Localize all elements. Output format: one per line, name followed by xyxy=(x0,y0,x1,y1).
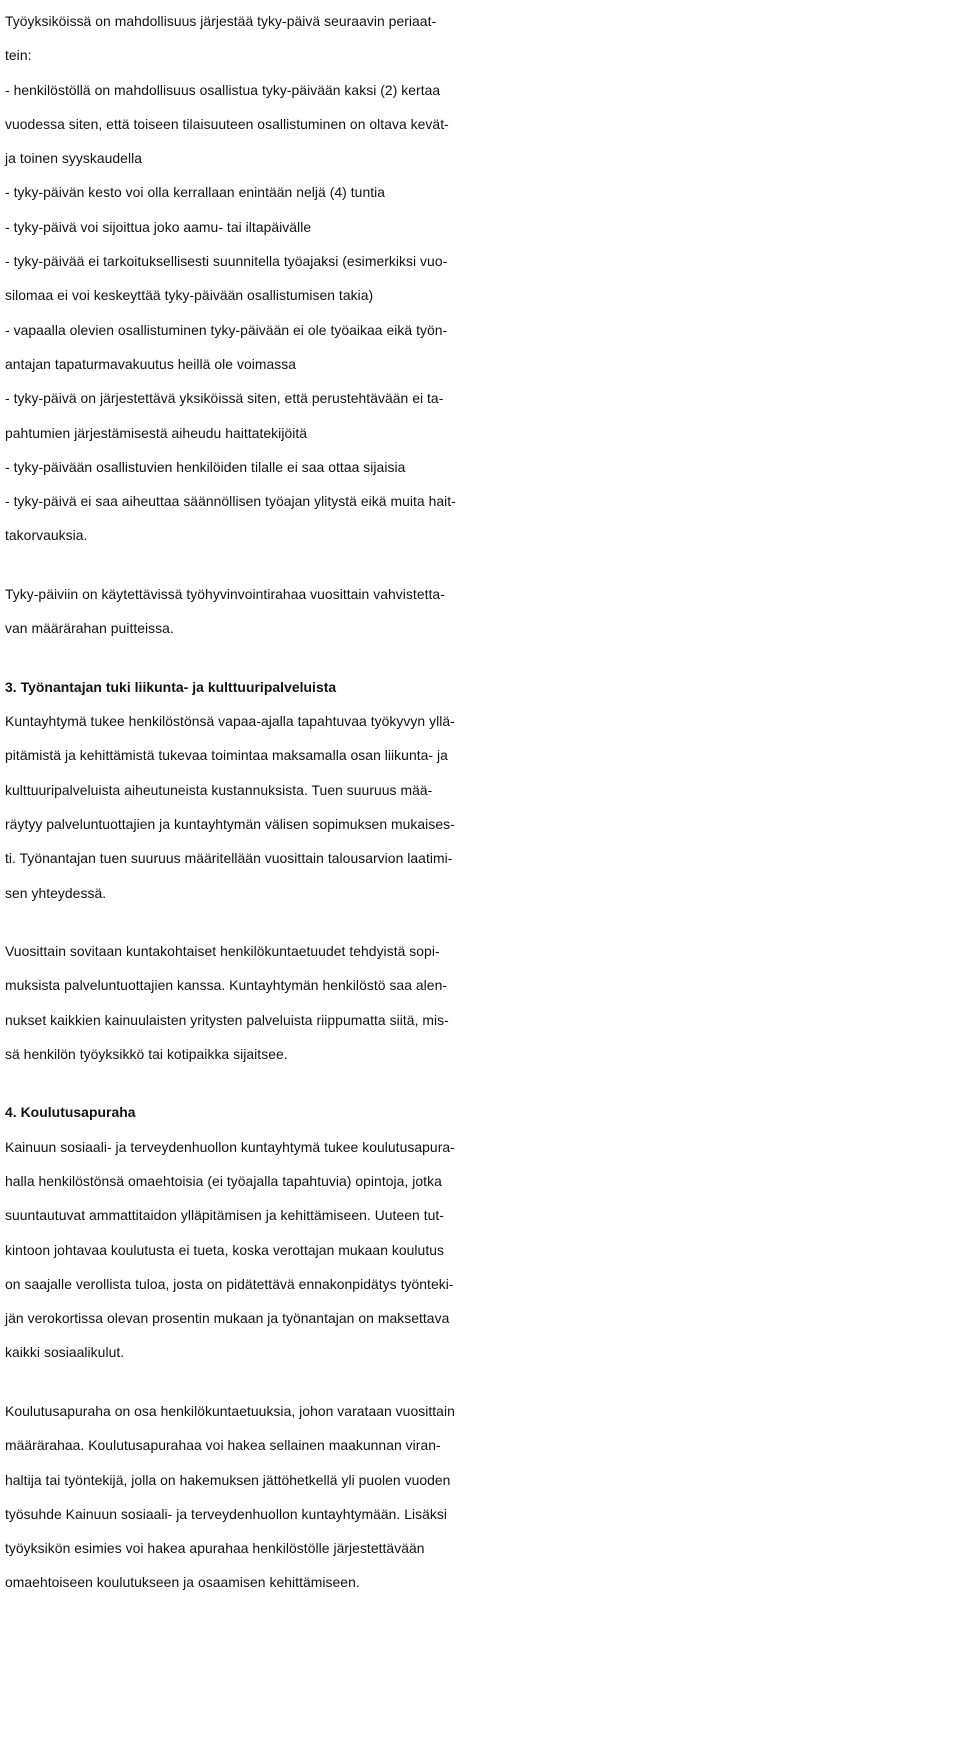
text-line: Työyksiköissä on mahdollisuus järjestää tyky-päivä seuraavin periaat- xyxy=(5,13,437,29)
text-line: ja toinen syyskaudella xyxy=(5,150,143,167)
text-line: omaehtoiseen koulutukseen ja osaamisen kehittämiseen. xyxy=(5,1574,360,1591)
text-line: vuodessa siten, että toiseen tilaisuuteen osallistuminen on oltava kevät- xyxy=(5,115,449,132)
text-line: antajan tapaturmavakuutus heillä ole voimassa xyxy=(5,355,297,372)
text-line: kintoon johtavaa koulutusta ei tueta, koska verottajan mukaan koulutus xyxy=(5,1241,445,1258)
text-line: - vapaalla olevien osallistuminen tyky-päivään ei ole työaikaa eikä työn- xyxy=(5,321,448,338)
text-line: - tyky-päivä ei saa aiheuttaa säännöllisen työajan ylitystä eikä muita hait- xyxy=(5,493,456,510)
text-line: nukset kaikkien kainuulaisten yritysten palveluista riippumatta siitä, mis- xyxy=(5,1011,449,1028)
text-line: kulttuuripalveluista aiheutuneista kustannuksista. Tuen suuruus mää- xyxy=(5,781,433,798)
text-line: takorvauksia. xyxy=(5,527,88,544)
text-line: pitämistä ja kehittämistä tukevaa toimintaa maksamalla osan liikunta- ja xyxy=(5,747,448,764)
intro-paragraph xyxy=(5,4,956,553)
text-line: kaikki sosiaalikulut. xyxy=(5,1344,125,1361)
funding-paragraph xyxy=(5,577,956,646)
section-3-heading: 3. Työnantajan tuki liikunta- ja kulttuuripalveluista xyxy=(5,678,337,695)
text-line: pahtumien järjestämisestä aiheudu haittatekijöitä xyxy=(5,424,308,441)
text-line: määrärahaa. Koulutusapurahaa voi hakea sellainen maakunnan viran- xyxy=(5,1437,441,1454)
text-line: räytyy palveluntuottajien ja kuntayhtymän välisen sopimuksen mukaises- xyxy=(5,815,455,832)
text-line: Kuntayhtymä tukee henkilöstönsä vapaa-ajalla tapahtuvaa työkyvyn yllä- xyxy=(5,713,455,730)
text-line: Vuosittain sovitaan kuntakohtaiset henkilökuntaetuudet tehdyistä sopi- xyxy=(5,942,440,959)
text-line: työyksikön esimies voi hakea apurahaa henkilöstölle järjestettävään xyxy=(5,1540,425,1557)
text-line: on saajalle verollista tuloa, josta on pidätettävä ennakonpidätys työnteki- xyxy=(5,1275,454,1292)
text-line: suuntautuvat ammattitaidon ylläpitämisen ja kehittämiseen. Uuteen tut- xyxy=(5,1207,444,1224)
section-4-heading: 4. Koulutusapuraha xyxy=(5,1104,136,1121)
text-line: - tyky-päivään osallistuvien henkilöiden tilalle ei saa ottaa sijaisia xyxy=(5,458,406,475)
text-line: Koulutusapuraha on osa henkilökuntaetuuksia, johon varataan vuosittain xyxy=(5,1402,455,1419)
text-line: haltija tai työntekijä, jolla on hakemuksen jättöhetkellä yli puolen vuoden xyxy=(5,1471,451,1488)
text-line: halla henkilöstönsä omaehtoisia (ei työajalla tapahtuvia) opintoja, jotka xyxy=(5,1172,442,1189)
text-line: van määrärahan puitteissa. xyxy=(5,620,174,637)
text-line: - tyky-päivä voi sijoittua joko aamu- tai iltapäivälle xyxy=(5,218,312,235)
section-3 xyxy=(5,670,956,1071)
text-line: silomaa ei voi keskeyttää tyky-päivään osallistumisen takia) xyxy=(5,287,374,304)
text-line: - tyky-päivän kesto voi olla kerrallaan enintään neljä (4) tuntia xyxy=(5,184,386,201)
text-line: - tyky-päivä on järjestettävä yksiköissä siten, että perustehtävään ei ta- xyxy=(5,390,444,407)
text-line: Kainuun sosiaali- ja terveydenhuollon kuntayhtymä tukee koulutusapura- xyxy=(5,1138,455,1155)
text-line: työsuhde Kainuun sosiaali- ja terveydenhuollon kuntayhtymään. Lisäksi xyxy=(5,1505,448,1522)
paragraph-gap xyxy=(5,910,956,934)
paragraph-gap xyxy=(5,553,956,577)
text-line: Tyky-päiviin on käytettävissä työhyvinvointirahaa vuosittain vahvistetta- xyxy=(5,585,445,602)
section-4 xyxy=(5,1095,956,1599)
paragraph-gap xyxy=(5,1071,956,1095)
text-line: tein: xyxy=(5,47,32,64)
text-line: sä henkilön työyksikkö tai kotipaikka sijaitsee. xyxy=(5,1045,288,1062)
paragraph-gap xyxy=(5,646,956,670)
text-line: - tyky-päivää ei tarkoituksellisesti suunnitella työajaksi (esimerkiksi vuo- xyxy=(5,253,448,270)
text-line: jän verokortissa olevan prosentin mukaan ja työnantajan on maksettava xyxy=(5,1310,450,1327)
text-line: - henkilöstöllä on mahdollisuus osallistua tyky-päivään kaksi (2) kertaa xyxy=(5,81,441,98)
paragraph-gap xyxy=(5,1370,956,1394)
text-line: ti. Työnantajan tuen suuruus määritellään vuosittain talousarvion laatimi- xyxy=(5,850,453,867)
text-line: sen yhteydessä. xyxy=(5,884,107,901)
text-line: muksista palveluntuottajien kanssa. Kuntayhtymän henkilöstö saa alen- xyxy=(5,977,448,994)
